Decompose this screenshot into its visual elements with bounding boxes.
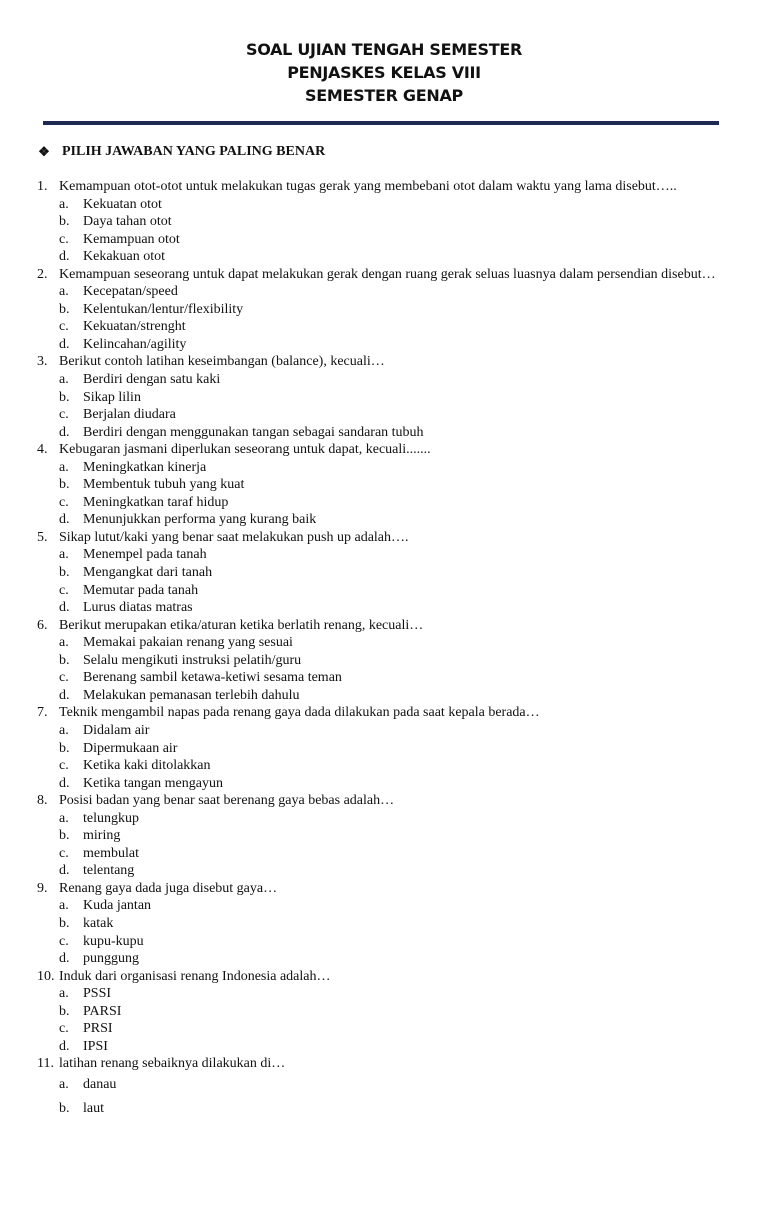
question-8 (37, 792, 737, 880)
option-text: Meningkatkan kinerja (83, 459, 207, 475)
option-letter: c. (59, 582, 69, 598)
question-number: 6. (37, 617, 48, 633)
answer-option (59, 406, 737, 424)
answer-option (59, 336, 737, 354)
question-number: 11. (37, 1056, 54, 1072)
option-letter: d. (59, 600, 70, 616)
instruction-heading (37, 143, 325, 161)
option-text: kupu-kupu (83, 933, 144, 949)
header-divider (43, 121, 719, 125)
answer-option (59, 494, 737, 512)
answer-options (59, 283, 737, 353)
answer-options (59, 196, 737, 266)
option-letter: b. (59, 740, 70, 756)
option-letter: d. (59, 424, 70, 440)
question-text: latihan renang sebaiknya dilakukan di… (59, 1056, 286, 1072)
option-text: miring (83, 828, 121, 844)
option-letter: a. (59, 810, 69, 826)
answer-option (59, 985, 737, 1003)
option-letter: d. (59, 512, 70, 528)
option-text: IPSI (83, 1038, 108, 1054)
answer-option (59, 897, 737, 915)
answer-options (59, 634, 737, 704)
question-7 (37, 704, 737, 792)
option-text: PARSI (83, 1003, 122, 1019)
option-letter: d. (59, 863, 70, 879)
option-letter: c. (59, 407, 69, 423)
question-text: Sikap lutut/kaki yang benar saat melakukan push up adalah…. (59, 529, 409, 545)
answer-option (59, 652, 737, 670)
option-text: Berdiri dengan menggunakan tangan sebagai sandaran tubuh (83, 424, 424, 440)
option-text: Kemampuan otot (83, 231, 180, 247)
option-text: Kekuatan/strenght (83, 319, 186, 335)
question-1 (37, 178, 737, 266)
option-letter: b. (59, 565, 70, 581)
option-letter: d. (59, 951, 70, 967)
answer-option (59, 933, 737, 951)
option-letter: c. (59, 758, 69, 774)
option-letter: c. (59, 231, 69, 247)
option-text: Ketika tangan mengayun (83, 775, 223, 791)
option-text: Lurus diatas matras (83, 600, 193, 616)
answer-option (59, 476, 737, 494)
option-text: Selalu mengikuti instruksi pelatih/guru (83, 652, 302, 668)
option-letter: d. (59, 687, 70, 703)
answer-option (59, 564, 737, 582)
question-11 (37, 1055, 737, 1121)
answer-option (59, 950, 737, 968)
option-letter: b. (59, 915, 70, 931)
option-text: Didalam air (83, 722, 150, 738)
option-text: Kekuatan otot (83, 196, 162, 212)
answer-options (59, 810, 737, 880)
answer-option (59, 196, 737, 214)
question-5 (37, 529, 737, 617)
option-text: Melakukan pemanasan terlebih dahulu (83, 687, 300, 703)
question-number: 5. (37, 529, 48, 545)
answer-option (59, 248, 737, 266)
option-letter: d. (59, 249, 70, 265)
option-letter: a. (59, 722, 69, 738)
option-text: Menempel pada tanah (83, 547, 207, 563)
answer-option (59, 283, 737, 301)
question-text: Teknik mengambil napas pada renang gaya dada dilakukan pada saat kepala berada… (59, 705, 540, 721)
option-letter: a. (59, 898, 69, 914)
answer-option (59, 827, 737, 845)
option-text: Meningkatkan taraf hidup (83, 494, 229, 510)
answer-option (59, 213, 737, 231)
document-header (0, 38, 768, 107)
option-text: Berdiri dengan satu kaki (83, 372, 221, 388)
question-text: Induk dari organisasi renang Indonesia adalah… (59, 968, 331, 984)
answer-option (59, 459, 737, 477)
option-text: Memakai pakaian renang yang sesuai (83, 635, 293, 651)
option-letter: b. (59, 1100, 70, 1116)
option-letter: b. (59, 477, 70, 493)
option-letter: b. (59, 1003, 70, 1019)
option-text: PSSI (83, 986, 112, 1002)
option-text: telungkup (83, 810, 139, 826)
option-letter: a. (59, 196, 69, 212)
answer-option (59, 757, 737, 775)
option-letter: b. (59, 214, 70, 230)
option-letter: b. (59, 828, 70, 844)
option-letter: c. (59, 845, 69, 861)
question-text: Kebugaran jasmani diperlukan seseorang untuk dapat, kecuali....... (59, 442, 431, 458)
question-text: Kemampuan otot-otot untuk melakukan tugas gerak yang membebani otot dalam waktu yang lama disebut….. (59, 179, 677, 194)
question-number: 8. (37, 793, 48, 809)
question-2 (37, 266, 737, 354)
question-number: 1. (37, 179, 48, 194)
answer-option (59, 231, 737, 249)
option-letter: d. (59, 336, 70, 352)
answer-option (59, 915, 737, 933)
option-text: Kuda jantan (83, 898, 152, 914)
question-number: 10. (37, 968, 55, 984)
answer-option (59, 371, 737, 389)
option-text: membulat (83, 845, 139, 861)
answer-options (59, 459, 737, 529)
question-6 (37, 617, 737, 705)
answer-option (59, 775, 737, 793)
answer-option (59, 862, 737, 880)
answer-option (59, 511, 737, 529)
answer-option (59, 687, 737, 705)
answer-options (59, 1073, 737, 1121)
answer-options (59, 897, 737, 967)
option-text: Mengangkat dari tanah (83, 565, 213, 581)
answer-options (59, 546, 737, 616)
option-text: laut (83, 1100, 104, 1116)
question-10 (37, 968, 737, 1056)
option-text: Kelentukan/lentur/flexibility (83, 301, 244, 317)
diamond-bullet-icon: ❖ (38, 144, 50, 159)
option-letter: a. (59, 459, 69, 475)
answer-option (59, 669, 737, 687)
answer-options (59, 985, 737, 1055)
option-text: Menunjukkan performa yang kurang baik (83, 512, 317, 528)
header-title-line-2: PENJASKES KELAS VIII (287, 63, 481, 82)
option-letter: c. (59, 1021, 69, 1037)
answer-option (59, 810, 737, 828)
option-text: Ketika kaki ditolakkan (83, 758, 211, 774)
option-text: Kekakuan otot (83, 249, 166, 265)
header-title-line-1: SOAL UJIAN TENGAH SEMESTER (246, 40, 522, 59)
option-letter: c. (59, 670, 69, 686)
option-letter: a. (59, 372, 69, 388)
answer-option (59, 634, 737, 652)
question-number: 9. (37, 880, 48, 896)
answer-option (59, 1003, 737, 1021)
answer-option (59, 1097, 737, 1121)
question-number: 4. (37, 442, 48, 458)
instruction-text: PILIH JAWABAN YANG PALING BENAR (62, 144, 326, 159)
option-letter: b. (59, 301, 70, 317)
answer-option (59, 1073, 737, 1097)
option-letter: d. (59, 1038, 70, 1054)
answer-option (59, 722, 737, 740)
answer-option (59, 318, 737, 336)
header-title-line-3: SEMESTER GENAP (305, 86, 463, 105)
question-number: 2. (37, 266, 48, 282)
option-text: Berjalan diudara (83, 407, 176, 423)
option-text: punggung (83, 951, 139, 967)
answer-option (59, 582, 737, 600)
question-3 (37, 353, 737, 441)
question-number: 3. (37, 354, 48, 370)
answer-option (59, 1038, 737, 1056)
option-text: katak (83, 915, 114, 931)
question-text: Berikut merupakan etika/aturan ketika berlatih renang, kecuali… (59, 617, 424, 633)
option-letter: c. (59, 933, 69, 949)
question-9 (37, 880, 737, 968)
option-text: PRSI (83, 1021, 113, 1037)
question-text: Posisi badan yang benar saat berenang gaya bebas adalah… (59, 793, 395, 809)
option-letter: a. (59, 635, 69, 651)
option-letter: b. (59, 652, 70, 668)
answer-options (59, 371, 737, 441)
option-text: Sikap lilin (83, 389, 141, 405)
option-text: Berenang sambil ketawa-ketiwi sesama teman (83, 670, 342, 686)
answer-options (59, 722, 737, 792)
answer-option (59, 546, 737, 564)
question-text: Renang gaya dada juga disebut gaya… (59, 880, 278, 896)
question-text: Kemampuan seseorang untuk dapat melakukan gerak dengan ruang gerak seluas luasnya dalam persendian disebut… (59, 266, 716, 282)
answer-option (59, 301, 737, 319)
question-text: Berikut contoh latihan keseimbangan (balance), kecuali… (59, 354, 385, 370)
option-letter: c. (59, 319, 69, 335)
option-text: Membentuk tubuh yang kuat (83, 477, 245, 493)
question-4 (37, 441, 737, 529)
answer-option (59, 424, 737, 442)
option-text: Memutar pada tanah (83, 582, 199, 598)
answer-option (59, 740, 737, 758)
option-letter: a. (59, 986, 69, 1002)
option-letter: b. (59, 389, 70, 405)
option-letter: c. (59, 494, 69, 510)
option-letter: d. (59, 775, 70, 791)
answer-option (59, 599, 737, 617)
option-text: Daya tahan otot (83, 214, 172, 230)
question-number: 7. (37, 705, 48, 721)
option-text: Kelincahan/agility (83, 336, 187, 352)
question-list (37, 178, 737, 1121)
answer-option (59, 389, 737, 407)
option-text: Dipermukaan air (83, 740, 178, 756)
option-text: danau (83, 1076, 117, 1092)
answer-option (59, 1020, 737, 1038)
option-letter: a. (59, 284, 69, 300)
option-text: telentang (83, 863, 135, 879)
answer-option (59, 845, 737, 863)
option-letter: a. (59, 547, 69, 563)
option-letter: a. (59, 1076, 69, 1092)
option-text: Kecepatan/speed (83, 284, 178, 300)
